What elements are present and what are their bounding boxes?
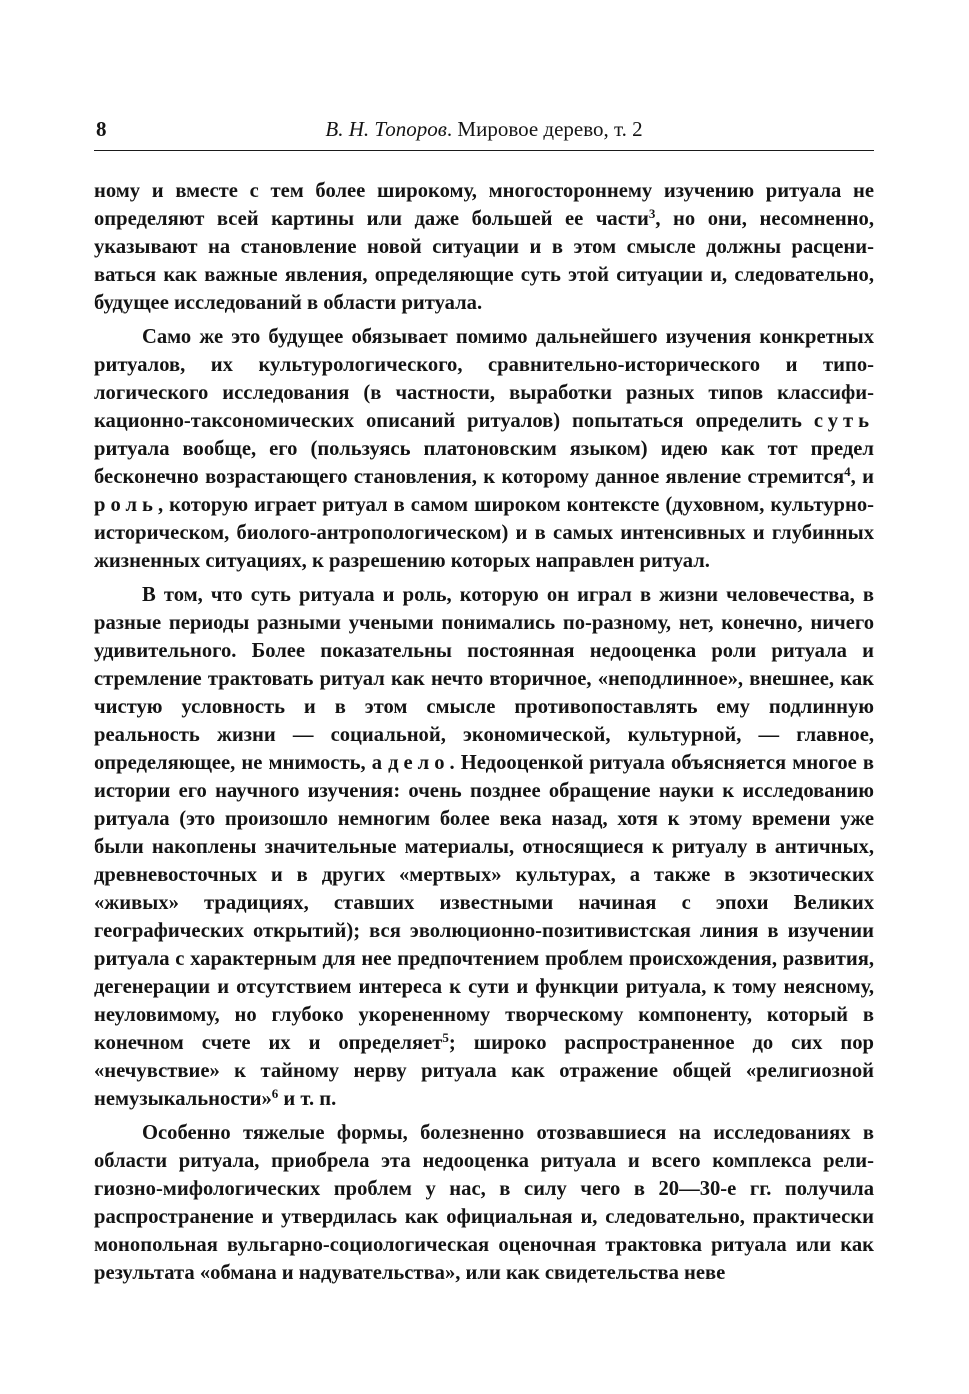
- document-page: [94, 112, 874, 1287]
- emphasis-spaced: роль: [94, 494, 158, 516]
- running-head-book-title: . Мировое дерево, т. 2: [446, 117, 643, 141]
- paragraph: [94, 323, 874, 575]
- text-run: Само же это будущее обязывает помимо дальнейшего изучения конкретных ритуалов, их культурологического, сравнительно-исторического и типологического исследования (в частности, выработки разных типов классификационно-таксономических описаний ритуалов) попытаться определить: [94, 326, 874, 432]
- text-run: ритуала вообще, его (пользуясь платоновским языком) идею как тот предел бесконечно возрастающего становления, к которому данное явление стремится: [94, 438, 874, 488]
- text-run: ному и вместе с тем более широкому, многостороннему изучению ритуала не определяют всей картины или даже большей ее части: [94, 180, 874, 230]
- text-run: , которую играет ритуал в самом широком контексте (духовном, культурно-историческом, биолого-антропологическом) и в самых интенсивных и глубинных жизненных ситуациях, к разрешению которых направлен ритуал.: [94, 494, 874, 572]
- paragraph: [94, 177, 874, 317]
- body-text: [94, 177, 874, 1287]
- footnote-marker[interactable]: 6: [271, 1086, 279, 1101]
- header-rule: [94, 150, 874, 151]
- paragraph: [94, 1119, 874, 1287]
- footnote-marker[interactable]: 5: [442, 1030, 449, 1045]
- text-run: Особенно тяжелые формы, болезненно отозвавшиеся на исследованиях в области ритуала, приобрела эта недооценка ритуала и всего комплекса религиозно-мифологических проблем у нас, в силу чего в 20—30-е гг. получила распространение и утвердилась как официальная и, следовательно, практически монопольная вульгарно-социологическая оценочная трактовка ритуала или как результата «обмана и надувательства», или как свидетельства неве: [94, 1122, 874, 1284]
- running-head-author: В. Н. Топоров: [325, 117, 447, 141]
- running-head: [94, 112, 874, 146]
- footnote-marker[interactable]: 3: [648, 206, 656, 221]
- emphasis-spaced: дело: [388, 752, 450, 774]
- text-run: ; широко распространенное до сих пор «нечувствие» к тайному нерву ритуала как отражение общей «религиозной немузыкальности»: [94, 1032, 874, 1110]
- text-run: В том, что суть ритуала и роль, которую он играл в жизни человечества, в разные периоды разными учеными понимались по-разному, нет, конечно, ничего удивительного. Более показательны постоянная недооценка роли ритуала и стремление трактовать ритуал как нечто вторичное, «неподлинное», внешнее, как чистую условность и в этом смысле противопоставлять ему подлинную реальность жизни — социальной, экономической, культурной, — главное, определяющее, не мнимость, а: [94, 584, 874, 774]
- text-run: и т. п.: [278, 1088, 337, 1110]
- emphasis-spaced: суть: [813, 410, 874, 432]
- text-run: . Недооценкой ритуала объясняется многое в истории его научного изучения: очень позднее обращение науки к исследованию ритуала (это произошло немногим более века назад, хотя к этому времени уже были накоплены значительные материалы, относящиеся к ритуалу в античных, древневосточных и в других «мертвых» культурах, а также в экзотических «живых» традициях, ставших известными начиная с эпохи Великих географических открытий); вся эволюционно-позитивистская линия в изучении ритуала с характерным для нее предпочтением проблем происхождения, развития, дегенерации и отсутствием интереса к сути и функции ритуала, к тому неясному, неуловимому, но глубоко укорененному творческому компоненту, который в конечном счете их и определяет: [94, 752, 874, 1054]
- paragraph: [94, 581, 874, 1113]
- footnote-marker[interactable]: 4: [844, 464, 851, 479]
- text-run: , и: [850, 466, 874, 488]
- running-title: [94, 112, 874, 146]
- page-number: 8: [96, 117, 107, 141]
- text-run: , но они, несомненно, указывают на становление новой ситуации и в этом смысле должны расцениваться как важные явления, определяющие суть этой ситуации и, следовательно, будущее исследований в области ритуала.: [94, 208, 874, 314]
